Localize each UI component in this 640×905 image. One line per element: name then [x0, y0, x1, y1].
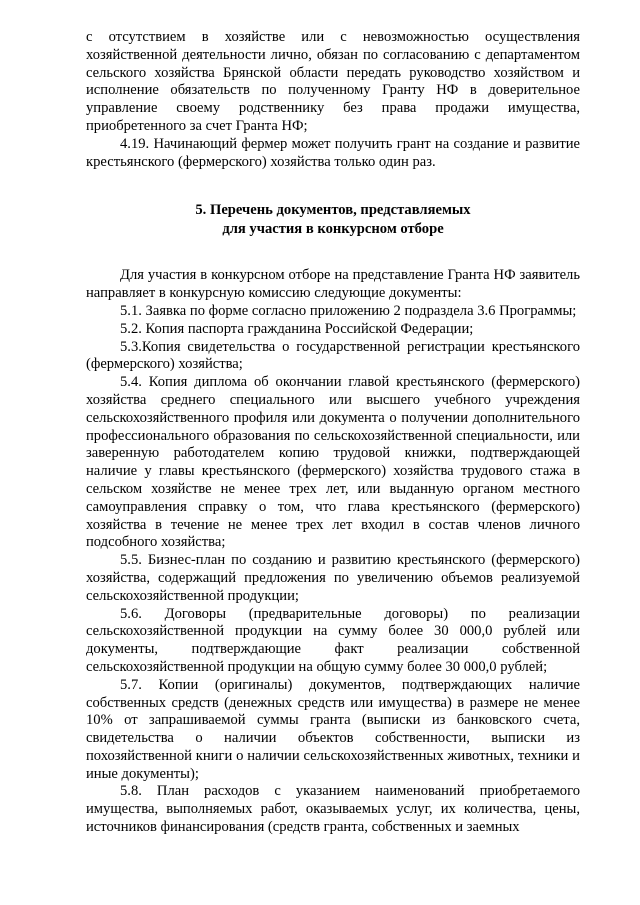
list-item-5-4: 5.4. Копия диплома об окончании главой крестьянского (фермерского) хозяйства среднего специального или высшего учебного учреждения сельскохозяйственного профиля или документа о получении дополнительного профессионального образования по сельскохозяйственной специальности, или заверенную работодателем копию трудовой книжки, подтверждающей наличие у главы крестьянского (фермерского) хозяйства трудового стажа в сельском хозяйстве не менее трех лет, или выданную органом местного самоуправления справку о том, что глава крестьянского (фермерского) хозяйства в течение не менее трех лет входил в состав членов личного подсобного хозяйства; — [86, 374, 580, 551]
section-heading — [86, 201, 580, 239]
list-item-5-6: 5.6. Договоры (предварительные договоры) по реализации сельскохозяйственной продукции на сумму более 30 000,0 рублей или документы, подтверждающие факт реализации собственной сельскохозяйственной продукции на общую сумму более 30 000,0 рублей; — [86, 605, 580, 675]
section-intro-paragraph: Для участия в конкурсном отборе на представление Гранта НФ заявитель направляет в конкурсную комиссию следующие документы: — [86, 267, 580, 302]
list-item-5-5: 5.5. Бизнес-план по созданию и развитию крестьянского (фермерского) хозяйства, содержащий предложения по увеличению объемов реализуемой сельскохозяйственной продукции; — [86, 552, 580, 604]
list-item-5-3: 5.3.Копия свидетельства о государственной регистрации крестьянского (фермерского) хозяйства; — [86, 338, 580, 373]
list-item-5-8: 5.8. План расходов с указанием наименований приобретаемого имущества, выполняемых работ, оказываемых услуг, их количества, цены, источников финансирования (средств гранта, собственных и заемных — [86, 783, 580, 836]
list-item-5-1: 5.1. Заявка по форме согласно приложению 2 подраздела 3.6 Программы; — [120, 302, 577, 319]
list-item-5-7: 5.7. Копии (оригиналы) документов, подтверждающих наличие собственных средств (денежных средств или имущества) в размере не менее 10% от запрашиваемой суммы гранта (выписки из банковского счета, свидетельства о наличии объектов собственности, выписки из похозяйственной книги о наличии сельскохозяйственных животных, техники и иные документы); — [86, 676, 580, 782]
item-4-19: 4.19. Начинающий фермер может получить грант на создание и развитие крестьянского (фермерского) хозяйства только один раз. — [86, 135, 580, 170]
section-heading-line-2: для участия в конкурсном отборе — [222, 221, 444, 238]
continuation-paragraph: с отсутствием в хозяйстве или с невозможностью осуществления хозяйственной деятельности лично, обязан по согласованию с департаментом сельского хозяйства Брянской области передать руководство хозяйством и исполнение обязательств по полученному Гранту НФ в доверительное управление своему родственнику без права продажи имущества, приобретенного за счет Гранта НФ; — [86, 29, 580, 134]
list-item-5-2: 5.2. Копия паспорта гражданина Российской Федерации; — [120, 320, 474, 337]
section-heading-line-1: 5. Перечень документов, представляемых — [195, 202, 471, 219]
